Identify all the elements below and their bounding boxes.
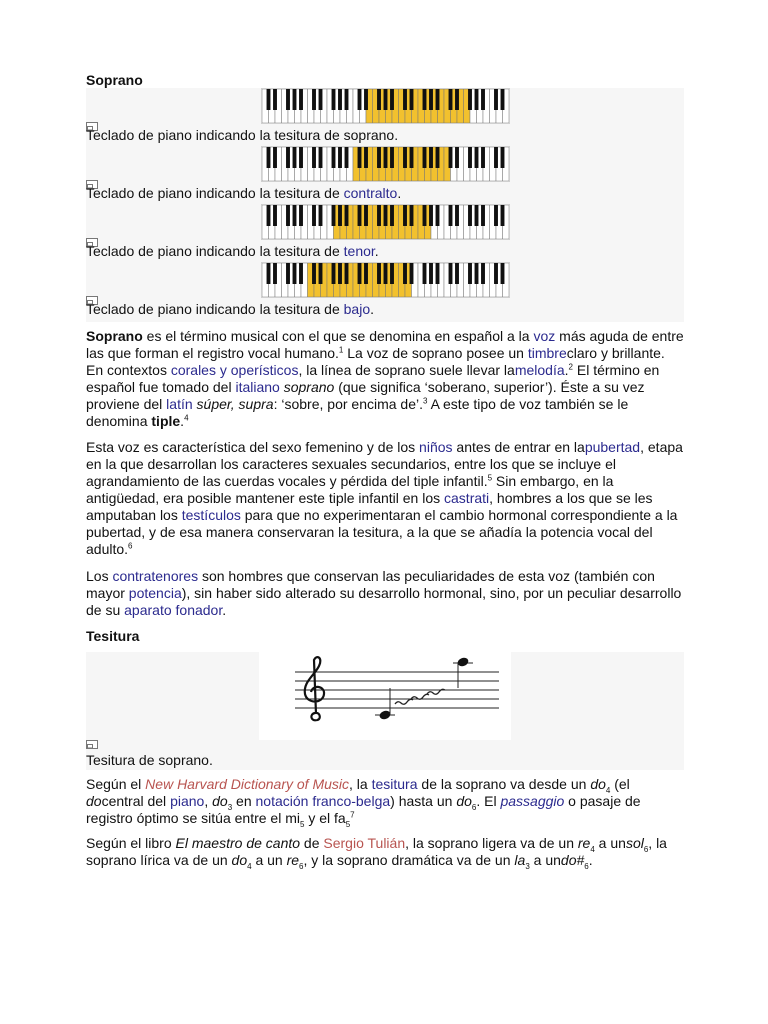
piano-black-key — [501, 263, 505, 284]
piano-black-key — [338, 263, 342, 284]
paragraph-voice-characteristics: Esta voz es característica del sexo femenino y de los niños antes de entrar en lapubertad, etapa en la que desarrollan los caracteres sexuales secundarios, entre los que se incluye el agrandamiento de las cuerdas vocales y pérdida del tiple infantil.$^5$ Sin embargo, en la antigüedad, era posible mantener este tiple infantil en los castrati, hombres a los que se les amputaban los testículos para que no experimentaran el cambio hormonal correspondiente a la pubertad, y de esa manera conservaran la tesitura, a la que se añadía la potencia vocal del adulto.$^6$ — [86, 439, 683, 557]
piano-black-key — [377, 147, 381, 168]
figure-caption: Teclado de piano indicando la tesitura de soprano. — [86, 127, 399, 143]
piano-black-key — [468, 89, 472, 110]
piano-black-key — [494, 89, 498, 110]
link-castrati[interactable]: castrati — [444, 490, 490, 506]
piano-black-key — [449, 205, 453, 226]
link-potencia[interactable]: potencia — [128, 585, 182, 601]
figure-contralto — [86, 146, 684, 204]
piano-black-key — [390, 263, 394, 284]
piano-black-key — [410, 147, 414, 168]
piano-black-key — [267, 147, 271, 168]
section-title-soprano: Soprano — [86, 72, 684, 89]
piano-black-key — [410, 263, 414, 284]
piano-black-key — [403, 89, 407, 110]
figure-tenor — [86, 204, 684, 262]
piano-black-key — [468, 205, 472, 226]
piano-black-key — [345, 147, 349, 168]
figures-block — [86, 88, 684, 322]
paragraph-contratenores: Los contratenores son hombres que conservan las peculiaridades de esta voz (también con mayor potencia), sin haber sido alterado su desarrollo hormonal, sino, por un peculiar desarrollo de su aparato fonador. — [86, 568, 682, 618]
piano-black-key — [286, 89, 290, 110]
piano-black-key — [338, 205, 342, 226]
link-pubertad[interactable]: pubertad — [584, 439, 641, 455]
piano-black-key — [345, 263, 349, 284]
piano-black-key — [455, 263, 459, 284]
section-title-tesitura: Tesitura — [86, 628, 140, 644]
piano-black-key — [468, 263, 472, 284]
piano-black-key — [286, 205, 290, 226]
piano-keyboard-contralto — [261, 146, 510, 182]
piano-black-key — [364, 205, 368, 226]
figure-bajo — [86, 262, 684, 322]
link-latin[interactable]: latín — [166, 396, 193, 412]
piano-black-key — [455, 147, 459, 168]
piano-black-key — [267, 263, 271, 284]
piano-black-key — [390, 147, 394, 168]
link-testiculos[interactable]: testículos — [181, 507, 241, 523]
piano-black-key — [475, 147, 479, 168]
piano-black-key — [384, 89, 388, 110]
piano-black-key — [358, 89, 362, 110]
piano-black-key — [481, 147, 485, 168]
piano-black-key — [384, 263, 388, 284]
piano-black-key — [273, 263, 277, 284]
link-y[interactable]: y — [219, 362, 227, 378]
piano-black-key — [332, 89, 336, 110]
piano-black-key — [293, 263, 297, 284]
link-melodia[interactable]: melodía — [514, 362, 565, 378]
piano-black-key — [436, 89, 440, 110]
link-contralto[interactable]: contralto — [343, 185, 398, 201]
link-italiano[interactable]: italiano — [235, 379, 280, 395]
staff-caption: Tesitura de soprano. — [86, 752, 213, 768]
piano-black-key — [299, 205, 303, 226]
piano-black-key — [481, 263, 485, 284]
figure-caption: Teclado de piano indicando la tesitura de tenor. — [86, 243, 379, 259]
piano-black-key — [423, 205, 427, 226]
piano-black-key — [494, 147, 498, 168]
piano-black-key — [481, 205, 485, 226]
piano-black-key — [332, 263, 336, 284]
link-voz[interactable]: voz — [533, 328, 556, 344]
piano-black-key — [299, 89, 303, 110]
piano-black-key — [312, 89, 316, 110]
piano-black-key — [494, 263, 498, 284]
link-aparato-fonador[interactable]: aparato fonador — [124, 602, 223, 618]
piano-black-key — [312, 147, 316, 168]
piano-black-key — [377, 205, 381, 226]
piano-black-key — [286, 263, 290, 284]
paragraph-maestro-de-canto: Según el libro El maestro de canto de Sergio Tulián, la soprano ligera va de un $re_4$ a unsol$_6$, la soprano lírica va de un $do_4$ a un $re_6$, y la soprano dramática va de un $la_3$ a $undo\#_6$. — [86, 835, 667, 871]
piano-black-key — [423, 89, 427, 110]
piano-black-key — [475, 205, 479, 226]
piano-black-key — [299, 147, 303, 168]
piano-black-key — [358, 263, 362, 284]
link-piano[interactable]: piano — [170, 793, 205, 809]
piano-keyboard-soprano — [261, 88, 510, 124]
piano-black-key — [364, 147, 368, 168]
piano-black-key — [410, 89, 414, 110]
piano-black-key — [319, 205, 323, 226]
piano-black-key — [429, 263, 433, 284]
piano-black-key — [384, 205, 388, 226]
piano-black-key — [403, 147, 407, 168]
piano-black-key — [449, 89, 453, 110]
piano-black-key — [423, 263, 427, 284]
enlarge-icon[interactable] — [86, 740, 98, 749]
piano-black-key — [390, 205, 394, 226]
piano-keyboard-tenor — [261, 204, 510, 240]
link-notacion-franco-belga[interactable]: notación franco-belga — [255, 793, 391, 809]
piano-black-key — [475, 89, 479, 110]
piano-black-key — [364, 89, 368, 110]
piano-black-key — [273, 205, 277, 226]
piano-black-key — [468, 147, 472, 168]
link-sergio-tulian[interactable]: Sergio Tulián — [323, 835, 406, 851]
piano-black-key — [338, 147, 342, 168]
piano-black-key — [429, 147, 433, 168]
piano-black-key — [449, 263, 453, 284]
piano-black-key — [319, 263, 323, 284]
piano-black-key — [267, 205, 271, 226]
piano-black-key — [345, 205, 349, 226]
piano-black-key — [273, 89, 277, 110]
figure-soprano — [86, 88, 684, 146]
piano-black-key — [475, 263, 479, 284]
link-contratenores[interactable]: contratenores — [112, 568, 199, 584]
piano-black-key — [436, 263, 440, 284]
piano-black-key — [429, 205, 433, 226]
piano-black-key — [501, 205, 505, 226]
piano-black-key — [364, 263, 368, 284]
piano-black-key — [319, 147, 323, 168]
piano-black-key — [267, 89, 271, 110]
piano-black-key — [332, 147, 336, 168]
piano-black-key — [377, 263, 381, 284]
link-new-harvard-dictionary[interactable]: New Harvard Dictionary of Music — [145, 776, 350, 792]
piano-black-key — [436, 205, 440, 226]
link-corales[interactable]: corales — [170, 362, 216, 378]
piano-black-key — [358, 205, 362, 226]
piano-black-key — [436, 147, 440, 168]
piano-black-key — [299, 263, 303, 284]
link-ninos[interactable]: niños — [419, 439, 453, 455]
piano-black-key — [312, 205, 316, 226]
figure-caption: Teclado de piano indicando la tesitura de contralto. — [86, 185, 402, 201]
piano-black-key — [312, 263, 316, 284]
piano-black-key — [403, 205, 407, 226]
piano-black-key — [390, 89, 394, 110]
link-passaggio[interactable]: passaggio — [500, 793, 565, 809]
link-tesitura[interactable]: tesitura — [371, 776, 418, 792]
piano-black-key — [293, 147, 297, 168]
link-operisticos[interactable]: operísticos — [230, 362, 299, 378]
piano-black-key — [377, 89, 381, 110]
piano-black-key — [293, 89, 297, 110]
piano-black-key — [403, 263, 407, 284]
paragraph-definition: Soprano es el término musical con el que se denomina en español a la voz más aguda de entre las que forman el registro vocal humano.$^1$ La voz de soprano posee un timbreclaro y brillante. En contextos corales y operísticos, la línea de soprano suele llevar lamelodía.$^2$ El término en español fue tomado del italiano soprano (que significa ‘soberano, superior’). Éste a su vez proviene del latín súper, supra: ‘sobre, por encima de’.$^3$ A este tipo de voz también se le denomina tiple.$^4$ — [86, 328, 684, 429]
staff-notation-image — [259, 652, 511, 740]
piano-black-key — [338, 89, 342, 110]
piano-black-key — [384, 147, 388, 168]
piano-black-key — [494, 205, 498, 226]
piano-black-key — [455, 89, 459, 110]
piano-black-key — [455, 205, 459, 226]
piano-black-key — [429, 89, 433, 110]
piano-black-key — [481, 89, 485, 110]
piano-black-key — [345, 89, 349, 110]
piano-black-key — [423, 147, 427, 168]
piano-black-key — [501, 89, 505, 110]
link-timbre[interactable]: timbre — [527, 345, 567, 361]
piano-black-key — [449, 147, 453, 168]
piano-black-key — [410, 205, 414, 226]
piano-black-key — [332, 205, 336, 226]
link-bajo[interactable]: bajo — [343, 301, 371, 317]
piano-black-key — [501, 147, 505, 168]
piano-keyboard-bajo — [261, 262, 510, 298]
link-tenor[interactable]: tenor — [343, 243, 375, 259]
piano-black-key — [273, 147, 277, 168]
figure-caption: Teclado de piano indicando la tesitura de bajo. — [86, 301, 374, 317]
piano-black-key — [293, 205, 297, 226]
piano-black-key — [286, 147, 290, 168]
staff-figure — [86, 652, 684, 770]
paragraph-harvard-range: Según el New Harvard Dictionary of Music, la tesitura de la soprano va desde un $do_4$ (el docentral del piano, $do_3$ en notación franco-belga) hasta un $do_6$. El passaggio o pasaje de registro óptimo se sitúa entre el $mi_5$ y el $fa_5^7$ — [86, 776, 641, 829]
piano-black-key — [358, 147, 362, 168]
piano-black-key — [319, 89, 323, 110]
